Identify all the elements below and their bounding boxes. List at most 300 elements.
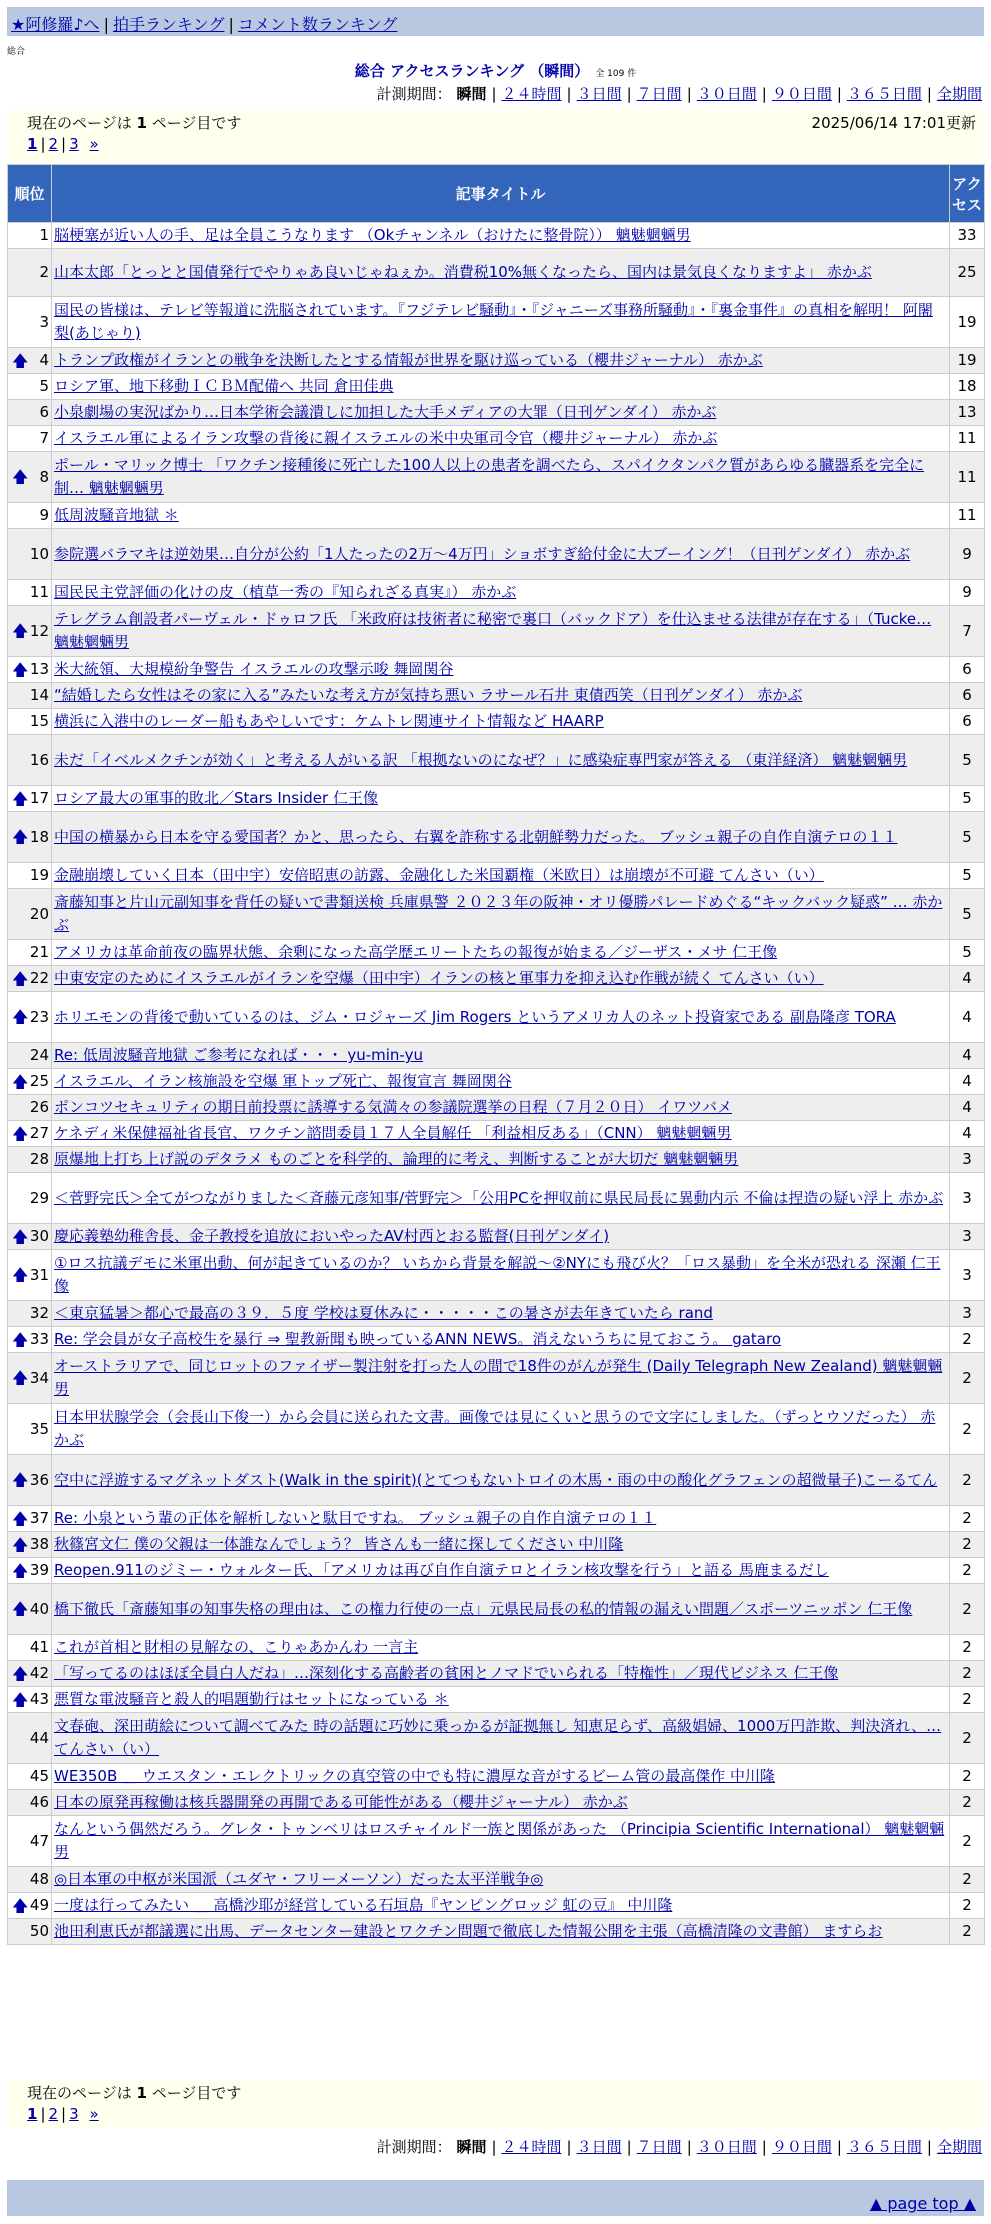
ranking-table (7, 164, 985, 1945)
article-link[interactable]: 慶応義塾幼稚舎長、金子教授を追放においやったAV村西とおる監督(日刊ゲンダイ) (54, 1227, 610, 1245)
article-link[interactable]: 秋篠宮文仁 僕の父親は一体誰なんでしょう？ 皆さんも一緒に探してください 中川隆 (54, 1535, 624, 1553)
article-link[interactable]: 参院選バラマキは逆効果…自分が公約「1人たったの2万〜4万円」ショボすぎ給付金に大ブーイング！（日刊ゲンダイ） 赤かぶ (54, 544, 911, 563)
rank-number: 25 (29, 1072, 49, 1090)
rank-number: 12 (29, 621, 49, 640)
access-count: 6 (950, 709, 985, 735)
rank-number: 39 (29, 1561, 49, 1579)
rank-cell (8, 374, 52, 400)
rank-cell (8, 940, 52, 966)
access-count: 9 (950, 580, 985, 606)
rank-number: 11 (29, 583, 49, 601)
access-count: 5 (950, 940, 985, 966)
article-link[interactable]: 金融崩壊していく日本（田中宇）安倍昭恵の訪露、金融化した米国覇権（米欧日）は崩壊が不可避 てんさい（い） (54, 866, 824, 884)
title-cell (52, 1095, 950, 1121)
article-link[interactable]: ホリエモンの背後で動いているのは、ジム・ロジャーズ Jim Rogers というアメリカ人のネット投資家である 副島隆彦 TORA (54, 1007, 896, 1026)
rank-up-arrow-icon: 🡅 (12, 1470, 29, 1489)
table-row (8, 1404, 985, 1455)
nav-link-comment-ranking[interactable]: コメント数ランキング (237, 15, 398, 34)
period-selector-top: 計測期間： 瞬間 | ２４時間 | ３日間 | ７日間 | ３０日間 | ９０日間 | ３６５日間 | 全期間 (376, 85, 982, 103)
period-option-24h[interactable]: ２４時間 (501, 85, 562, 103)
rank-number: 13 (29, 660, 49, 678)
table-row (8, 297, 985, 348)
article-link[interactable]: 国民の皆様は、テレビ等報道に洗脳されています。『フジテレビ騒動』・『ジャニーズ事務所騒動』・『裏金事件』の真相を解明！ 阿闍梨(あじゃり) (54, 301, 933, 342)
rank-cell (8, 1635, 52, 1661)
table-row (8, 580, 985, 606)
article-link[interactable]: “結婚したら女性はその家に入る”みたいな考え方が気持ち悪い ラサール石井 東債西笑（日刊ゲンダイ） 赤かぶ (54, 686, 803, 704)
page-link-2[interactable]: 2 (48, 2105, 59, 2123)
pager-text: 現在のページは 1 ページ目です (27, 114, 242, 132)
table-row (8, 1867, 985, 1893)
rank-up-arrow-icon: 🡅 (12, 1123, 29, 1143)
article-link[interactable]: ロシア最大の軍事的敗北／Stars Insider 仁王像 (54, 789, 378, 807)
rank-cell (8, 1043, 52, 1069)
article-link[interactable]: 空中に浮遊するマグネットダスト(Walk in the spirit)(とてつもないトロイの木馬・雨の中の酸化グラフェンの超微量子)こーるてん (54, 1470, 938, 1489)
section-label: 総合 (7, 47, 26, 57)
table-row (8, 249, 985, 297)
period-option-3d[interactable]: ３日間 (576, 85, 622, 103)
page-link-3[interactable]: 3 (69, 135, 79, 153)
access-count: 2 (950, 1506, 985, 1532)
rank-number: 48 (29, 1870, 49, 1888)
period-option-90d[interactable]: ９０日間 (771, 85, 832, 103)
page-link-next[interactable]: » (89, 135, 99, 153)
header-title: 記事タイトル (52, 165, 950, 223)
table-row (8, 1816, 985, 1867)
rank-cell (8, 606, 52, 657)
access-count: 7 (950, 606, 985, 657)
title-cell (52, 400, 950, 426)
title-cell (52, 1353, 950, 1404)
rank-cell (8, 657, 52, 683)
rank-cell (8, 1301, 52, 1327)
table-row (8, 1353, 985, 1404)
rank-up-arrow-icon: 🡅 (12, 1508, 29, 1528)
rank-number: 14 (29, 686, 49, 704)
title-cell (52, 1532, 950, 1558)
table-row (8, 1790, 985, 1816)
title-cell (52, 1867, 950, 1893)
article-link[interactable]: 日本甲状腺学会（会長山下俊一）から会員に送られた文書。画像では見にくいと思うので文字にしました。（ずっとウソだった） 赤かぶ (54, 1408, 936, 1449)
access-count: 2 (950, 1893, 985, 1919)
rank-cell (8, 1558, 52, 1584)
rank-cell (8, 735, 52, 786)
rank-number: 8 (39, 467, 49, 486)
table-row (8, 1687, 985, 1713)
table-row (8, 400, 985, 426)
rank-number: 27 (29, 1124, 49, 1142)
rank-cell (8, 1121, 52, 1147)
rank-up-arrow-icon: 🡅 (12, 1560, 29, 1580)
table-row (8, 709, 985, 735)
access-count: 2 (950, 1816, 985, 1867)
article-link[interactable]: イスラエル、イラン核施設を空爆 軍トップ死亡、報復宣言 舞岡関谷 (54, 1072, 512, 1090)
table-row (8, 1173, 985, 1224)
access-count: 5 (950, 786, 985, 812)
rank-cell (8, 1404, 52, 1455)
article-link[interactable]: ロシア軍、地下移動ＩＣＢＭ配備へ 共同 倉田佳典 (54, 377, 394, 395)
rank-number: 23 (29, 1007, 49, 1026)
rank-number: 50 (29, 1922, 49, 1940)
access-count: 19 (950, 348, 985, 374)
article-link[interactable]: なんという偶然だろう。グレタ・トゥンベリはロスチャイルド一族と関係があった （Principia Scientific International） 魑魅魍魎男 (54, 1820, 945, 1861)
rank-up-arrow-icon: 🡅 (12, 1368, 29, 1387)
title-cell (52, 966, 950, 992)
page-links-bottom: 1 | 2 | 3 » (27, 2105, 99, 2123)
table-row (8, 1224, 985, 1250)
rank-number: 5 (39, 377, 49, 395)
page-top-link[interactable]: ▲ page top ▲ (869, 2194, 976, 2213)
rank-cell (8, 1455, 52, 1506)
access-count: 4 (950, 1069, 985, 1095)
article-link[interactable]: 中東安定のためにイスラエルがイランを空爆（田中宇）イランの核と軍事力を抑え込む作戦が続く てんさい（い） (54, 969, 824, 987)
article-link[interactable]: WE350B ＿ ウエスタン・エレクトリックの真空管の中でも特に濃厚な音がするビーム管の最高傑作 中川隆 (54, 1767, 776, 1785)
rank-number: 29 (29, 1188, 49, 1207)
article-link[interactable]: 横浜に入港中のレーダー船もあやしいです：ケムトレ関連サイト情報など HAARP (54, 712, 604, 730)
rank-cell (8, 348, 52, 374)
period-label: 計測期間： (376, 85, 452, 103)
rank-up-arrow-icon: 🡅 (12, 1329, 29, 1349)
page-link-3[interactable]: 3 (69, 2105, 79, 2123)
rank-cell (8, 683, 52, 709)
article-link[interactable]: 脳梗塞が近い人の手、足は全員こうなります （Okチャンネル（おけたに整骨院）） 魑魅魍魎男 (54, 226, 691, 244)
rank-cell (8, 1353, 52, 1404)
article-link[interactable]: 低周波騒音地獄 ＊ (54, 506, 179, 524)
period-option-90d[interactable]: ９０日間 (771, 2138, 832, 2156)
rank-number: 31 (29, 1265, 49, 1284)
table-row (8, 529, 985, 580)
rank-number: 21 (29, 943, 49, 961)
article-link[interactable]: 未だ「イベルメクチンが効く」と考える人がいる訳 「根拠ないのになぜ？」に感染症専門家が答える （東洋経済） 魑魅魍魎男 (54, 750, 908, 769)
rank-cell (8, 1147, 52, 1173)
rank-cell (8, 1661, 52, 1687)
rank-cell (8, 1069, 52, 1095)
rank-number: 44 (29, 1728, 49, 1747)
access-count: 4 (950, 1121, 985, 1147)
period-option-30d[interactable]: ３０日間 (696, 2138, 757, 2156)
access-count: 2 (950, 1404, 985, 1455)
pager-text-bottom: 現在のページは 1 ページ目です (27, 2084, 242, 2102)
table-row (8, 426, 985, 452)
title-cell (52, 529, 950, 580)
rank-up-arrow-icon: 🡅 (12, 659, 29, 679)
table-row (8, 812, 985, 863)
access-count: 2 (950, 1790, 985, 1816)
table-row (8, 1455, 985, 1506)
title-cell (52, 1558, 950, 1584)
rank-number: 42 (29, 1664, 49, 1682)
article-link[interactable]: 文春砲、深田萌絵について調べてみた 時の話題に巧妙に乗っかるが証拠無し 知恵足らず、高級娼婦、1000万円詐欺、判決済れ、… てんさい（い） (54, 1717, 942, 1758)
rank-cell (8, 452, 52, 503)
period-label: 計測期間： (376, 2138, 452, 2156)
rank-number: 33 (29, 1330, 49, 1348)
title-cell (52, 889, 950, 940)
rank-number: 45 (29, 1767, 49, 1785)
access-count: 2 (950, 1661, 985, 1687)
table-row (8, 1250, 985, 1301)
access-count: 4 (950, 992, 985, 1043)
title-cell (52, 1327, 950, 1353)
page-link-2[interactable]: 2 (48, 135, 59, 153)
table-row (8, 1661, 985, 1687)
article-link[interactable]: 山本太郎「とっとと国債発行でやりゃあ良いじゃねぇか。消費税10%無くなったら、国内は景気良くなりますよ」 赤かぶ (54, 263, 872, 281)
title-cell (52, 863, 950, 889)
rank-number: 24 (29, 1046, 49, 1064)
title-cell (52, 580, 950, 606)
title-cell (52, 992, 950, 1043)
period-current: 瞬間 (456, 85, 487, 103)
title-cell (52, 1455, 950, 1506)
access-count: 33 (950, 223, 985, 249)
rank-up-arrow-icon: 🡅 (12, 1071, 29, 1091)
title-cell (52, 709, 950, 735)
rank-number: 20 (29, 904, 49, 923)
rank-number: 18 (29, 827, 49, 846)
access-count: 6 (950, 683, 985, 709)
article-link[interactable]: これが首相と財相の見解なの、こりゃあかんわ 一言主 (54, 1638, 419, 1656)
access-count: 5 (950, 863, 985, 889)
header-rank: 順位 (8, 165, 52, 223)
table-row (8, 1532, 985, 1558)
access-count: 3 (950, 1173, 985, 1224)
ranking-table-body (8, 223, 985, 1945)
period-option-365d[interactable]: ３６５日間 (846, 2138, 922, 2156)
access-count: 13 (950, 400, 985, 426)
access-count: 4 (950, 1095, 985, 1121)
article-link[interactable]: Re: 低周波騒音地獄 ご参考になれば・・・ yu-min-yu (54, 1046, 423, 1064)
rank-cell (8, 223, 52, 249)
access-count: 25 (950, 249, 985, 297)
rank-number: 35 (29, 1419, 49, 1438)
updated-timestamp: 2025/06/14 17:01更新 (811, 114, 976, 132)
rank-up-arrow-icon: 🡅 (12, 1689, 29, 1709)
rank-up-arrow-icon: 🡅 (12, 968, 29, 988)
rank-cell (8, 249, 52, 297)
article-link[interactable]: Re: 学会員が女子高校生を暴行 ⇒ 聖教新聞も映っているANN NEWS。消えないうちに見ておこう。 gataro (54, 1330, 781, 1348)
rank-number: 34 (29, 1368, 49, 1387)
article-link[interactable]: 斎藤知事と片山元副知事を背任の疑いで書類送検 兵庫県警 ２０２３年の阪神・オリ優勝パレードめぐる“キックバック疑惑” … 赤かぶ (54, 893, 943, 934)
rank-number: 6 (39, 403, 49, 421)
article-link[interactable]: Reopen.911のジミー・ウォルター氏、「アメリカは再び自作自演テロとイラン核攻撃を行う」と語る 馬鹿まるだし (54, 1561, 829, 1579)
article-link[interactable]: 一度は行ってみたい ＿ 高橋沙耶が経営している石垣島『ヤンピングロッジ 虹の豆』 中川隆 (54, 1896, 673, 1914)
title-cell (52, 348, 950, 374)
article-link[interactable]: 池田利恵氏が都議選に出馬、データセンター建設とワクチン問題で徹底した情報公開を主張（高橋清隆の文書館） ますらお (54, 1922, 883, 1940)
article-link[interactable]: ＜東京猛暑＞都心で最高の３９．５度 学校は夏休みに・・・・・この暑さが去年きていたら rand (54, 1304, 713, 1322)
article-link[interactable]: 原爆地上打ち上げ説のデタラメ ものごとを科学的、論理的に考え、判断することが大切だ 魑魅魍魎男 (54, 1150, 739, 1168)
title-cell (52, 503, 950, 529)
rank-number: 30 (29, 1227, 49, 1245)
rank-cell (8, 1764, 52, 1790)
article-link[interactable]: ◎日本軍の中枢が米国派（ユダヤ・フリーメーソン）だった太平洋戦争◎ (54, 1870, 544, 1888)
top-nav: ★阿修羅♪へ | 拍手ランキング | コメント数ランキング (11, 15, 398, 34)
article-link[interactable]: 米大統領、大規模紛争警告 イスラエルの攻撃示唆 舞岡関谷 (54, 660, 454, 678)
nav-link-clap-ranking[interactable]: 拍手ランキング (112, 15, 225, 34)
rank-cell (8, 992, 52, 1043)
rank-number: 3 (39, 312, 49, 331)
article-link[interactable]: トランプ政権がイランとの戦争を決断したとする情報が世界を駆け巡っている（櫻井ジャーナル） 赤かぶ (54, 351, 763, 369)
rank-number: 46 (29, 1793, 49, 1811)
rank-number: 17 (29, 789, 49, 807)
nav-link-asyura[interactable]: ★阿修羅♪へ (11, 15, 100, 34)
rank-cell (8, 503, 52, 529)
period-option-all[interactable]: 全期間 (936, 2138, 982, 2156)
item-count: 全 109 件 (595, 69, 637, 79)
rank-cell (8, 1893, 52, 1919)
access-count: 11 (950, 426, 985, 452)
title-cell (52, 1250, 950, 1301)
rank-number: 47 (29, 1831, 49, 1850)
rank-number: 15 (29, 712, 49, 730)
rank-up-arrow-icon: 🡅 (12, 1663, 29, 1683)
article-link[interactable]: 中国の横暴から日本を守る愛国者？かと、思ったら、右翼を詐称する北朝鮮勢力だった。 ブッシュ親子の自作自演テロの１１ (54, 827, 898, 846)
access-count: 2 (950, 1584, 985, 1635)
article-link[interactable]: 「写ってるのはほぼ全員白人だね」…深刻化する高齢者の貧困とノマドでいられる「特権性」／現代ビジネス 仁王像 (54, 1664, 839, 1682)
title-cell (52, 1173, 950, 1224)
title-cell (52, 1919, 950, 1945)
table-row (8, 1147, 985, 1173)
article-link[interactable]: 国民民主党評価の化けの皮（植草一秀の『知られざる真実』） 赤かぶ (54, 583, 517, 601)
table-row (8, 683, 985, 709)
access-count: 3 (950, 1250, 985, 1301)
article-link[interactable]: アメリカは革命前夜の臨界状態、余剰になった高学歴エリートたちの報復が始まる／ジーザス・メサ 仁王像 (54, 943, 778, 961)
title-cell (52, 1764, 950, 1790)
rank-cell (8, 1095, 52, 1121)
period-option-365d[interactable]: ３６５日間 (846, 85, 922, 103)
table-row (8, 735, 985, 786)
title-cell (52, 426, 950, 452)
period-option-7d[interactable]: ７日間 (636, 85, 682, 103)
rank-cell (8, 1816, 52, 1867)
access-count: 18 (950, 374, 985, 400)
period-option-24h[interactable]: ２４時間 (501, 2138, 562, 2156)
rank-cell (8, 889, 52, 940)
rank-up-arrow-icon: 🡅 (12, 467, 29, 486)
top-nav-bar (7, 7, 984, 36)
title-cell (52, 812, 950, 863)
article-link[interactable]: テレグラム創設者パーヴェル・ドゥロフ氏 「米政府は技術者に秘密で裏口（バックドア）を仕込ませる法律が存在する」（Tucke… 魑魅魍魎男 (54, 610, 932, 651)
table-row (8, 966, 985, 992)
title-cell (52, 1635, 950, 1661)
title-cell (52, 657, 950, 683)
article-link[interactable]: 悪質な電波騒音と殺人的唱題勤行はセットになっている ＊ (54, 1690, 449, 1708)
rank-cell (8, 529, 52, 580)
rank-number: 1 (39, 226, 49, 244)
period-option-3d[interactable]: ３日間 (576, 2138, 622, 2156)
table-row (8, 992, 985, 1043)
rank-number: 38 (29, 1535, 49, 1553)
article-link[interactable]: Re: 小泉という輩の正体を解析しないと駄目ですね。 ブッシュ親子の自作自演テロの１１ (54, 1509, 657, 1527)
title-cell (52, 1404, 950, 1455)
page-link-current[interactable]: 1 (27, 2105, 38, 2123)
rank-number: 43 (29, 1690, 49, 1708)
rank-cell (8, 426, 52, 452)
title-cell (52, 1661, 950, 1687)
rank-cell (8, 1687, 52, 1713)
table-row (8, 1558, 985, 1584)
table-row (8, 786, 985, 812)
rank-cell (8, 1224, 52, 1250)
article-link[interactable]: ①ロス抗議デモに米軍出動、何が起きているのか？ いちから背景を解説〜②NYにも飛び火？「ロス暴動」を全米が恐れる 深瀬 仁王像 (54, 1254, 941, 1295)
rank-up-arrow-icon: 🡅 (12, 827, 29, 846)
title-cell (52, 1506, 950, 1532)
access-count: 2 (950, 1713, 985, 1764)
article-link[interactable]: 日本の原発再稼働は核兵器開発の再開である可能性がある（櫻井ジャーナル） 赤かぶ (54, 1793, 628, 1811)
article-link[interactable]: オーストラリアで、同じロットのファイザー製注射を打った人の間で18件のがんが発生 (Daily Telegraph New Zealand) 魑魅魍魎男 (54, 1357, 943, 1398)
rank-number: 19 (29, 866, 49, 884)
access-count: 6 (950, 657, 985, 683)
rank-cell (8, 1867, 52, 1893)
rank-number: 37 (29, 1509, 49, 1527)
title-cell (52, 1816, 950, 1867)
access-count: 5 (950, 812, 985, 863)
rank-cell (8, 1790, 52, 1816)
article-link[interactable]: ポンコツセキュリティの期日前投票に誘導する気満々の参議院選挙の日程（７月２０日） イワツバメ (54, 1098, 732, 1116)
rank-up-arrow-icon: 🡅 (12, 621, 29, 640)
title-cell (52, 1043, 950, 1069)
page-title (0, 60, 991, 81)
article-link[interactable]: ポール・マリック博士 「ワクチン接種後に死亡した100人以上の患者を調べたら、スパイクタンパク質があらゆる臓器系を完全に制… 魑魅魍魎男 (54, 456, 925, 497)
page-link-next[interactable]: » (89, 2105, 99, 2123)
title-cell (52, 1069, 950, 1095)
table-row (8, 503, 985, 529)
period-option-all[interactable]: 全期間 (936, 85, 982, 103)
article-link[interactable]: イスラエル軍によるイラン攻撃の背後に親イスラエルの米中央軍司令官（櫻井ジャーナル） 赤かぶ (54, 429, 718, 447)
rank-number: 32 (29, 1304, 49, 1322)
title-cell (52, 606, 950, 657)
rank-cell (8, 400, 52, 426)
rank-cell (8, 1506, 52, 1532)
pager-top (7, 110, 984, 162)
pager-bottom (7, 2080, 984, 2128)
rank-number: 7 (39, 429, 49, 447)
table-row (8, 1635, 985, 1661)
access-count: 2 (950, 1764, 985, 1790)
table-row (8, 1095, 985, 1121)
period-option-30d[interactable]: ３０日間 (696, 85, 757, 103)
title-cell (52, 452, 950, 503)
page-link-current[interactable]: 1 (27, 135, 38, 153)
rank-number: 22 (29, 969, 49, 987)
table-row (8, 1506, 985, 1532)
access-count: 19 (950, 297, 985, 348)
access-count: 11 (950, 452, 985, 503)
access-count: 3 (950, 1147, 985, 1173)
rank-cell (8, 1713, 52, 1764)
header-access: アクセス (950, 165, 985, 223)
title-cell (52, 1121, 950, 1147)
access-count: 2 (950, 1558, 985, 1584)
article-link[interactable]: ＜菅野完氏＞全てがつながりました＜斉藤元彦知事/菅野完＞「公用PCを押収前に県民局長に異動内示 不倫は捏造の疑い浮上 赤かぶ (54, 1188, 944, 1207)
rank-cell (8, 966, 52, 992)
access-count: 9 (950, 529, 985, 580)
rank-number: 10 (29, 544, 49, 563)
table-row (8, 889, 985, 940)
title-cell (52, 1713, 950, 1764)
period-selector-bottom: 計測期間： 瞬間 | ２４時間 | ３日間 | ７日間 | ３０日間 | ９０日間 | ３６５日間 | 全期間 (376, 2138, 982, 2156)
rank-up-arrow-icon: 🡅 (12, 1599, 29, 1618)
article-link[interactable]: 橋下徹氏「斎藤知事の知事失格の理由は、この権力行使の一点」元県民局長の私的情報の漏えい問題／スポーツニッポン 仁王像 (54, 1599, 913, 1618)
rank-number: 36 (29, 1470, 49, 1489)
rank-number: 2 (39, 263, 49, 281)
access-count: 3 (950, 1301, 985, 1327)
article-link[interactable]: 小泉劇場の実況ばかり…日本学術会議潰しに加担した大手メディアの大罪（日刊ゲンダイ） 赤かぶ (54, 403, 717, 421)
rank-cell (8, 812, 52, 863)
article-link[interactable]: ケネディ米保健福祉省長官、ワクチン諮問委員１７人全員解任 「利益相反ある」（CNN） 魑魅魍魎男 (54, 1124, 732, 1142)
access-count: 11 (950, 503, 985, 529)
rank-number: 4 (39, 351, 49, 369)
period-option-7d[interactable]: ７日間 (636, 2138, 682, 2156)
title-cell (52, 297, 950, 348)
rank-up-arrow-icon: 🡅 (12, 1534, 29, 1554)
